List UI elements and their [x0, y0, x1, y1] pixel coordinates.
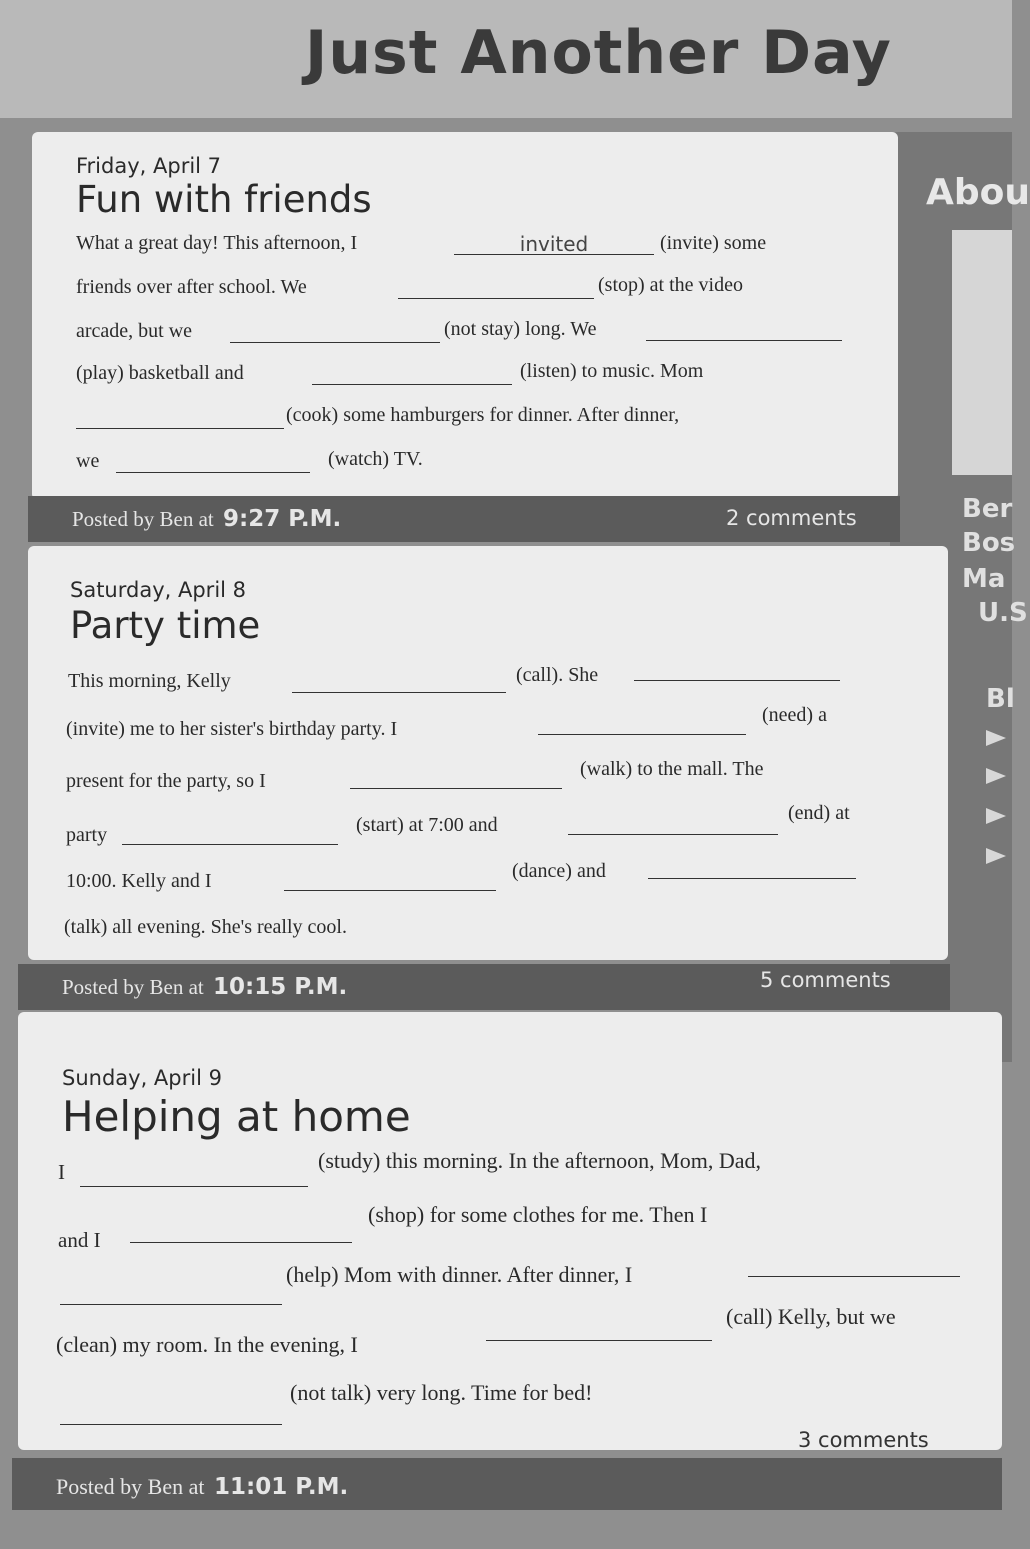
answer-blank[interactable] [538, 712, 746, 735]
post-text: (walk) to the mall. The [580, 758, 764, 780]
answer-blank[interactable] [646, 318, 842, 341]
answer-blank[interactable] [116, 450, 310, 473]
answer-blank[interactable] [312, 362, 512, 385]
post-text: (stop) at the video [598, 274, 743, 296]
sidebar-subheading: Bl [986, 684, 1015, 714]
post-text: (not stay) long. We [444, 318, 597, 340]
post-title: Party time [70, 604, 261, 647]
page-title: Just Another Day [305, 18, 892, 88]
sidebar-line-name: Ber [962, 494, 1013, 524]
blog-post [28, 546, 948, 960]
post-footer [12, 1428, 1002, 1510]
blog-post [32, 132, 898, 500]
post-text: (dance) and [512, 860, 606, 882]
blog-post [18, 1012, 1002, 1450]
arrow-icon[interactable] [986, 768, 1006, 784]
post-text: What a great day! This afternoon, I [76, 232, 358, 254]
profile-photo [952, 230, 1012, 475]
post-text: party [66, 824, 108, 846]
answer-blank[interactable] [80, 1164, 308, 1187]
answer-blank[interactable] [130, 1220, 352, 1243]
answer-blank[interactable] [230, 320, 440, 343]
sidebar-line-city: Bos [962, 528, 1016, 558]
answer-blank[interactable] [648, 856, 856, 879]
answer-blank[interactable] [486, 1318, 712, 1341]
comments-link[interactable]: 2 comments [726, 506, 857, 530]
page-header [0, 0, 1012, 118]
post-text: (clean) my room. In the evening, I [56, 1332, 358, 1357]
answer-blank[interactable] [122, 822, 338, 845]
answer-blank[interactable] [60, 1282, 282, 1305]
post-text: (call). She [516, 664, 599, 686]
post-footer [18, 964, 950, 1010]
post-text: friends over after school. We [76, 276, 307, 298]
answer-blank[interactable] [398, 276, 594, 299]
post-text: (end) at [788, 802, 850, 824]
post-text: (invite) some [660, 232, 767, 254]
post-text: (invite) me to her sister's birthday party. I [66, 718, 398, 740]
answer-blank[interactable] [284, 868, 496, 891]
answer-blank[interactable] [634, 658, 840, 681]
posted-by: Posted by Ben at 11:01 P.M. [56, 1474, 349, 1500]
post-text: (not talk) very long. Time for bed! [290, 1380, 593, 1405]
post-text: (play) basketball and [76, 362, 244, 384]
post-date: Sunday, April 9 [62, 1066, 222, 1090]
comments-link[interactable]: 5 comments [760, 968, 891, 992]
answer-blank[interactable] [350, 766, 562, 789]
post-text: (watch) TV. [328, 448, 423, 470]
post-time: 11:01 P.M. [214, 1474, 349, 1500]
post-text: present for the party, so I [66, 770, 266, 792]
answer-blank[interactable] [568, 812, 778, 835]
post-text: (start) at 7:00 and [356, 814, 498, 836]
arrow-icon[interactable] [986, 730, 1006, 746]
post-text: (help) Mom with dinner. After dinner, I [286, 1262, 633, 1287]
posted-by: Posted by Ben at 10:15 P.M. [62, 974, 348, 1000]
post-time: 9:27 P.M. [223, 506, 342, 532]
post-text: (listen) to music. Mom [520, 360, 704, 382]
arrow-icon[interactable] [986, 808, 1006, 824]
answer-blank[interactable] [292, 670, 506, 693]
post-text: we [76, 450, 100, 472]
sidebar-heading: Abou [926, 172, 1030, 213]
answer-blank[interactable] [76, 406, 284, 429]
post-text: (shop) for some clothes for me. Then I [368, 1202, 708, 1227]
post-text: arcade, but we [76, 320, 193, 342]
post-text: (talk) all evening. She's really cool. [64, 916, 347, 938]
post-text: and I [58, 1228, 101, 1252]
post-text: (cook) some hamburgers for dinner. After dinner, [286, 404, 680, 426]
sidebar-line-state: Ma [962, 564, 1006, 594]
post-text: 10:00. Kelly and I [66, 870, 212, 892]
post-date: Saturday, April 8 [70, 578, 247, 602]
post-time: 10:15 P.M. [213, 974, 348, 1000]
post-text: (study) this morning. In the afternoon, Mom, Dad, [318, 1148, 761, 1173]
post-title: Helping at home [62, 1092, 411, 1141]
answer-blank[interactable] [60, 1402, 282, 1425]
post-text: (call) Kelly, but we [726, 1304, 896, 1329]
post-footer [28, 496, 900, 542]
post-text: This morning, Kelly [68, 670, 231, 692]
post-text: (need) a [762, 704, 827, 726]
sidebar-line-country: U.S [978, 598, 1028, 628]
answer-blank[interactable]: invited [454, 232, 654, 255]
answer-blank[interactable] [748, 1254, 960, 1277]
arrow-icon[interactable] [986, 848, 1006, 864]
comments-link[interactable]: 3 comments [798, 1428, 929, 1452]
posted-by: Posted by Ben at 9:27 P.M. [72, 506, 342, 532]
post-title: Fun with friends [76, 178, 372, 221]
post-text: I [58, 1160, 65, 1184]
post-date: Friday, April 7 [76, 154, 222, 178]
